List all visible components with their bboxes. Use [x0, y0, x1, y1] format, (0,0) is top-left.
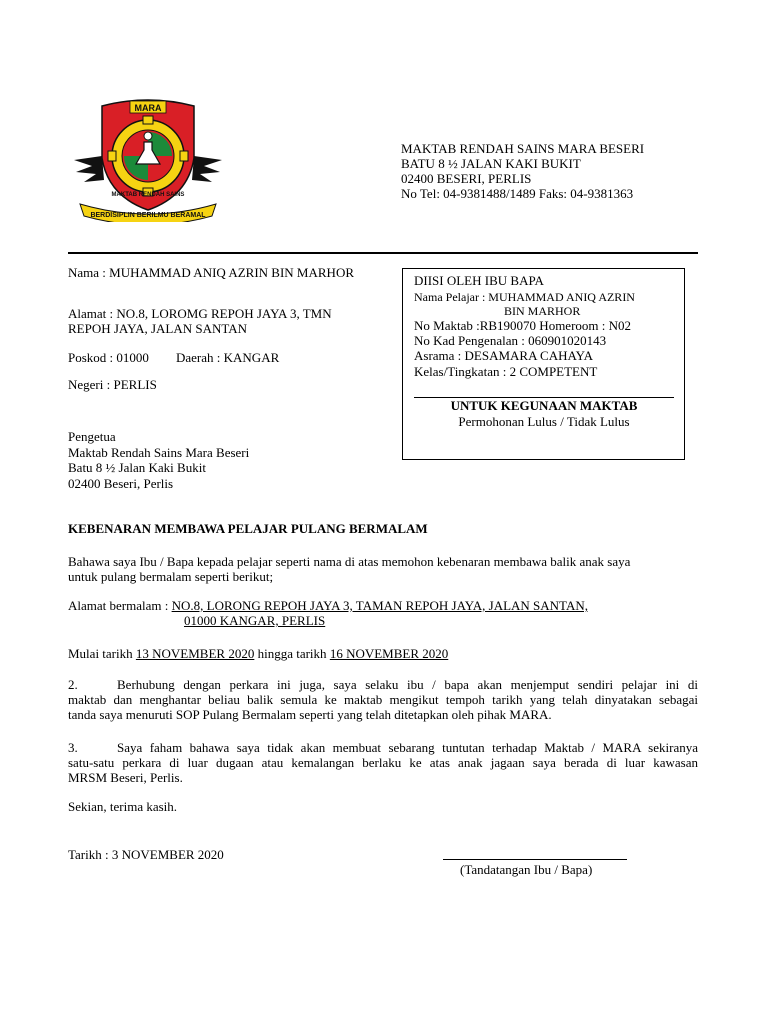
overnight-address-label: Alamat bermalam :	[68, 598, 172, 613]
recipient-line2: Maktab Rendah Sains Mara Beseri	[68, 445, 250, 460]
recipient-line1: Pengetua	[68, 429, 116, 444]
closing: Sekian, terima kasih.	[68, 799, 178, 814]
school-address-line2: 02400 BESERI, PERLIS	[401, 171, 532, 186]
paragraph-3-line1: Saya faham bahawa saya tidak akan membuat sebarang tuntutan terhadap Maktab / MARA sekiranya	[117, 740, 698, 755]
paragraph-2-line2: maktab dan menghantar beliau balik semula ke maktab mengikut tempoh tarikh yang telah dinyatakan sebagai	[68, 692, 698, 707]
end-date-value: 16 NOVEMBER 2020	[329, 646, 449, 661]
logo-right-wing	[192, 156, 222, 182]
office-use-status: Permohonan Lulus / Tidak Lulus	[458, 414, 630, 429]
intro-line1: Bahawa saya Ibu / Bapa kepada pelajar seperti nama di atas memohon kebenaran membawa balik anak saya	[68, 554, 631, 569]
recipient-line3: Batu 8 ½ Jalan Kaki Bukit	[68, 460, 206, 475]
signature-line	[443, 859, 627, 860]
start-date-label: Mulai tarikh	[68, 646, 136, 661]
letter-date: Tarikh : 3 NOVEMBER 2020	[68, 847, 224, 862]
overnight-address-value: NO.8, LORONG REPOH JAYA 3, TAMAN REPOH JAYA, JALAN SANTAN,	[171, 598, 588, 613]
box-student-name-cont: BIN MARHOR	[504, 304, 581, 318]
header-divider	[68, 252, 698, 254]
paragraph-3-line2: satu-satu perkara di luar dugaan atau kemalangan berlaku ke atas anak jagaan saya berada di luar kawasan	[68, 755, 698, 770]
logo-ring-text: MAKTAB RENDAH SAINS	[111, 192, 185, 198]
overnight-address-value-cont: 01000 KANGAR, PERLIS	[184, 613, 326, 628]
box-student-name: Nama Pelajar : MUHAMMAD ANIQ AZRIN	[414, 290, 635, 304]
end-date-label: hingga tarikh	[254, 646, 330, 661]
school-name: MAKTAB RENDAH SAINS MARA BESERI	[401, 141, 645, 156]
logo-left-wing	[74, 156, 104, 182]
school-phone: No Tel: 04-9381488/1489 Faks: 04-9381363	[401, 186, 634, 201]
mara-logo	[70, 92, 226, 222]
recipient-line4: 02400 Beseri, Perlis	[68, 476, 174, 491]
address-line1: Alamat : NO.8, LOROMG REPOH JAYA 3, TMN	[68, 306, 332, 321]
paragraph-3-number: 3.	[68, 740, 78, 755]
logo-top-text: MARA	[134, 103, 162, 113]
logo-banner-text: BERDISIPLIN BERILMU BERAMAL	[90, 212, 206, 219]
box-college-no: No Maktab :RB190070 Homeroom : N02	[414, 318, 632, 333]
box-class: Kelas/Tingkatan : 2 COMPETENT	[414, 364, 598, 379]
district: Daerah : KANGAR	[176, 350, 280, 365]
office-use-title: UNTUK KEGUNAAN MAKTAB	[450, 398, 638, 413]
state: Negeri : PERLIS	[68, 377, 157, 392]
paragraph-2-line3: tanda saya menuruti SOP Pulang Bermalam seperti yang telah ditetapkan oleh pihak MARA.	[68, 707, 552, 722]
intro-line2: untuk pulang bermalam seperti berikut;	[68, 569, 274, 584]
postcode: Poskod : 01000	[68, 350, 149, 365]
overnight-address	[68, 598, 588, 614]
letter-subject: KEBENARAN MEMBAWA PELAJAR PULANG BERMALAM	[68, 521, 428, 536]
box-ic-no: No Kad Pengenalan : 060901020143	[414, 333, 607, 348]
student-name: Nama : MUHAMMAD ANIQ AZRIN BIN MARHOR	[68, 265, 354, 280]
start-date-value: 13 NOVEMBER 2020	[135, 646, 255, 661]
box-hostel: Asrama : DESAMARA CAHAYA	[414, 348, 594, 363]
address-line2: REPOH JAYA, JALAN SANTAN	[68, 321, 248, 336]
box-title: DIISI OLEH IBU BAPA	[414, 273, 544, 288]
school-address-line1: BATU 8 ½ JALAN KAKI BUKIT	[401, 156, 581, 171]
paragraph-2-line1: Berhubung dengan perkara ini juga, saya selaku ibu / bapa akan menjemput sendiri pelajar ini di	[117, 677, 698, 692]
signature-label: (Tandatangan Ibu / Bapa)	[460, 862, 593, 877]
paragraph-2-number: 2.	[68, 677, 78, 692]
paragraph-3-line3: MRSM Beseri, Perlis.	[68, 770, 183, 785]
date-range	[68, 646, 448, 662]
